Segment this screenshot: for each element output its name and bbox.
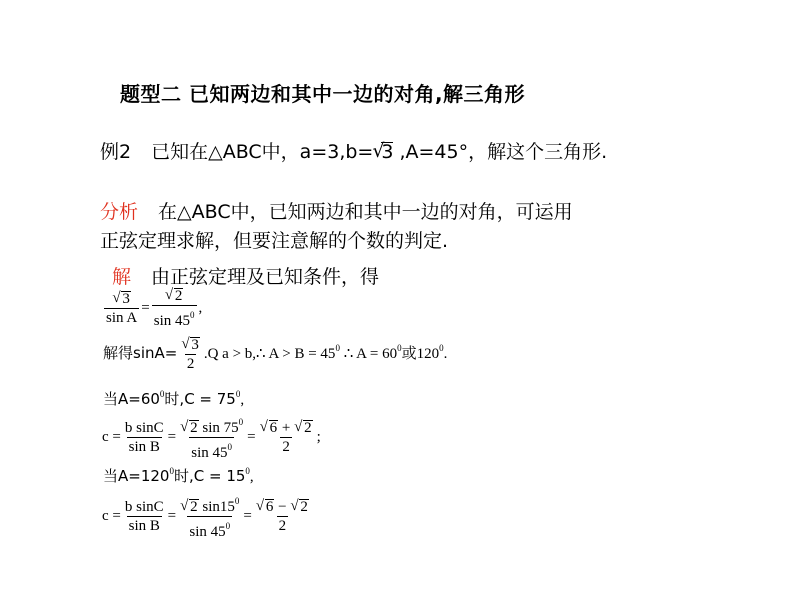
analysis-text-1: 在△ABC中，已知两边和其中一边的对角，可运用 — [158, 201, 573, 223]
fraction-sqrt2-sin75-over-sin45: √ $\frac{2 \sin 75^0}{\sin 45^0}$ — [178, 413, 245, 462]
equation-6: c = $\frac{\text{b sinC}}{\text{sin B}}$ = √ $\frac{2 \sin 15^0}{\sin 45^0}$ = √ $\frac{6 - √ 2}{2}$ — [102, 492, 313, 541]
solution-label: 解 — [112, 266, 132, 288]
equation-3: 当$A=60^0$时$,C = 75^0$, — [103, 389, 245, 408]
sqrt-value: 3 — [381, 141, 394, 163]
analysis-line-1 — [100, 197, 573, 224]
equation-2: 解得sinA= √ $\frac{3}{2}$ .Q a > b,∴ $A > B = 45^0$ ∴ $A = 60^0$或$120^0$. — [103, 336, 447, 373]
fraction-sqrt6-plus-sqrt2-over-2: √ $\frac{6 + √ 2}{2}$ — [258, 419, 315, 456]
analysis-line-2: 正弦定理求解，但要注意解的个数的判定. — [100, 230, 449, 252]
fraction-sqrt2-sin15-over-sin45: √ $\frac{2 \sin 15^0}{\sin 45^0}$ — [178, 492, 241, 541]
solution-intro — [112, 262, 379, 289]
fraction-sqrt3-over-2: √ $\frac{3}{2}$ — [179, 336, 202, 373]
equation-4: c = $\frac{\text{b sinC}}{\text{sin B}}$ = √ $\frac{2 \sin 75^0}{\sin 45^0}$ = √ $\frac{6 + √ 2}{2}$ ; — [102, 413, 321, 462]
fraction-sqrt2-over-sin45: √ $\frac{2}{\sin 45^0}$ — [152, 287, 197, 330]
section-heading: 题型二 已知两边和其中一边的对角,解三角形 — [120, 82, 526, 106]
example-statement — [100, 137, 607, 164]
fraction-bsinC-over-sinB-2: $\frac{\text{b sinC}}{\text{sin B}}$ — [124, 499, 164, 534]
analysis-label: 分析 — [100, 201, 139, 223]
fraction-sqrt3-over-sinA: √ $\frac{3}{\text{sin A}}$ — [104, 290, 139, 327]
solution-text: 由正弦定理及已知条件，得 — [151, 266, 380, 288]
example-label: 例2 — [100, 141, 132, 163]
fraction-bsinC-over-sinB: $\frac{\text{b sinC}}{\text{sin B}}$ — [124, 420, 164, 455]
example-text-after: ,A=45°，解这个三角形. — [393, 141, 608, 163]
sqrt-expression: √ 3 — [372, 140, 394, 163]
equation-1: √ $\frac{3}{\text{sin A}}$ = √ $\frac{2}{\sin 45^0}$ , — [102, 287, 202, 330]
example-text-before: 已知在△ABC中，a=3,b= — [151, 141, 374, 163]
fraction-sqrt6-minus-sqrt2-over-2: √ $\frac{6 - √ 2}{2}$ — [254, 498, 311, 535]
equation-5: 当$A=120^0$时$,C = 15^0$, — [103, 466, 254, 485]
